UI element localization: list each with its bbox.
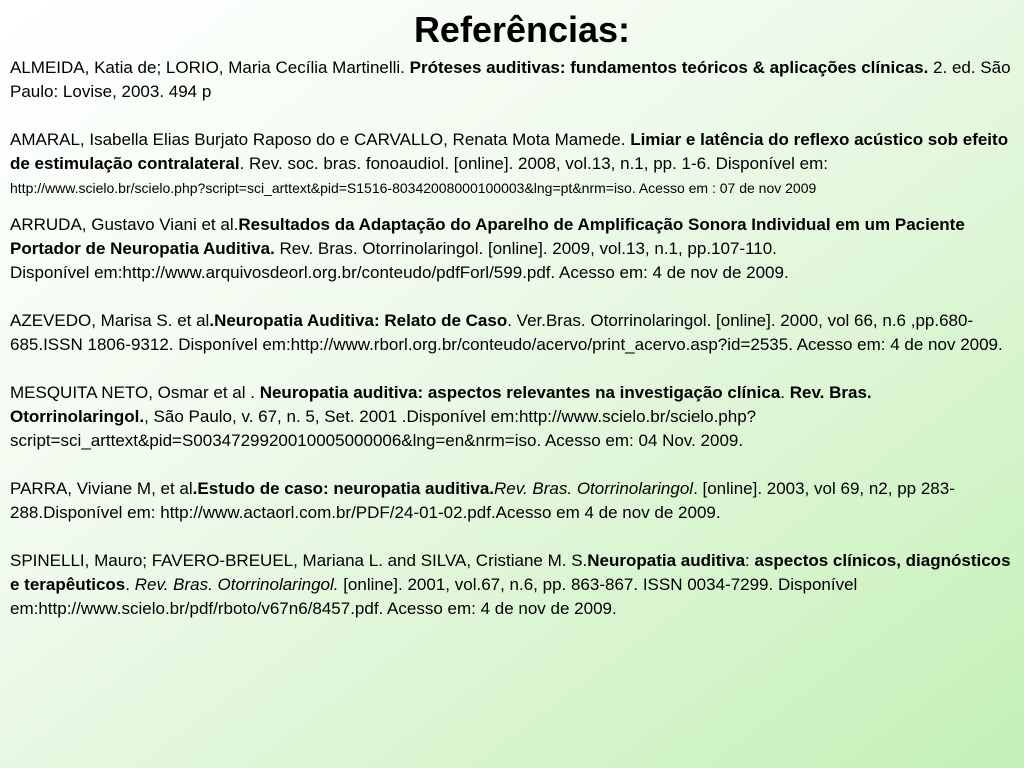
reference-subtitle: aspectos clínicos, diagnósticos e terapêuticos	[10, 551, 1011, 594]
reference-details: , São Paulo, v. 67, n. 5, Set. 2001 .Disponível em:http://www.scielo.br/scielo.php?script=sci_arttext&pid=S0034729920010005000006&lng=en&nrm=iso. Acesso em: 04 Nov. 2009.	[10, 407, 757, 450]
reference-authors: ARRUDA, Gustavo Viani et al.	[10, 215, 239, 234]
reference-authors: MESQUITA NETO, Osmar et al .	[10, 383, 260, 402]
reference-item-mesquita	[10, 381, 1014, 453]
reference-details: [online]. 2001, vol.67, n.6, pp. 863-867. ISSN 0034-7299. Disponível em:http://www.scielo.br/pdf/rboto/v67n6/8457.pdf. Acesso em: 4 de nov de 2009.	[10, 575, 858, 618]
reference-journal: Rev. Bras. Otorrinolaringol.	[10, 383, 872, 426]
reference-separator: .	[125, 575, 135, 594]
reference-item-amaral	[10, 128, 1014, 200]
reference-title: Neuropatia auditiva	[587, 551, 746, 570]
reference-details: . Ver.Bras. Otorrinolaringol. [online]. 2000, vol 66, n.6 ,pp.680-685.ISSN 1806-9312. Disponível em:http://www.rborl.org.br/conteudo/acervo/print_acervo.asp?id=2535. Acesso em: 4 de nov 2009.	[10, 311, 1003, 354]
reference-details: . [online]. 2003, vol 69, n2, pp 283-288.Disponível em: http://www.actaorl.com.br/PDF/24-01-02.pdf.Acesso em 4 de nov de 2009.	[10, 479, 955, 522]
reference-authors: ALMEIDA, Katia de; LORIO, Maria Cecília Martinelli.	[10, 58, 410, 77]
reference-availability[interactable]: Disponível em:http://www.arquivosdeorl.org.br/conteudo/pdfForl/599.pdf. Acesso em: 4 de nov de 2009.	[10, 263, 789, 282]
reference-item-spinelli	[10, 549, 1014, 621]
reference-item-almeida	[10, 56, 1014, 104]
reference-authors: SPINELLI, Mauro; FAVERO-BREUEL, Mariana L. and SILVA, Cristiane M. S.	[10, 551, 588, 570]
reference-title: Próteses auditivas: fundamentos teóricos & aplicações clínicas.	[409, 58, 929, 77]
reference-item-azevedo	[10, 309, 1014, 357]
reference-title: Neuropatia auditiva: aspectos relevantes na investigação clínica	[259, 383, 781, 402]
reference-details: Rev. Bras. Otorrinolaringol. [online]. 2009, vol.13, n.1, pp.107-110.	[274, 239, 777, 258]
reference-title: .Estudo de caso: neuropatia auditiva.	[192, 479, 495, 498]
reference-journal: Rev. Bras. Otorrinolaringol	[494, 479, 694, 498]
reference-list	[10, 56, 1014, 621]
reference-link[interactable]: http://www.scielo.br/scielo.php?script=sci_arttext&pid=S1516-80342008000100003&lng=pt&nrm=iso. Acesso em : 07 de nov 2009	[10, 180, 817, 196]
reference-title: Limiar e latência do reflexo acústico sob efeito de estimulação contralateral	[10, 130, 1009, 173]
reference-separator: :	[745, 551, 755, 570]
reference-authors: PARRA, Viviane M, et al	[10, 479, 193, 498]
reference-details: 2. ed. São Paulo: Lovise, 2003. 494 p	[10, 58, 1011, 101]
reference-details: . Rev. soc. bras. fonoaudiol. [online]. 2008, vol.13, n.1, pp. 1-6. Disponível em:	[239, 154, 829, 173]
reference-title: .Neuropatia Auditiva: Relato de Caso	[209, 311, 508, 330]
reference-item-arruda	[10, 213, 1014, 285]
reference-item-parra	[10, 477, 1014, 525]
reference-authors: AMARAL, Isabella Elias Burjato Raposo do e CARVALLO, Renata Mota Mamede.	[10, 130, 631, 149]
reference-journal: Rev. Bras. Otorrinolaringol.	[134, 575, 339, 594]
reference-authors: AZEVEDO, Marisa S. et al	[10, 311, 210, 330]
page-title: Referências:	[413, 9, 631, 50]
reference-separator: .	[780, 383, 790, 402]
reference-title: Resultados da Adaptação do Aparelho de Amplificação Sonora Individual em um Paciente Portador de Neuropatia Auditiva.	[10, 215, 965, 258]
